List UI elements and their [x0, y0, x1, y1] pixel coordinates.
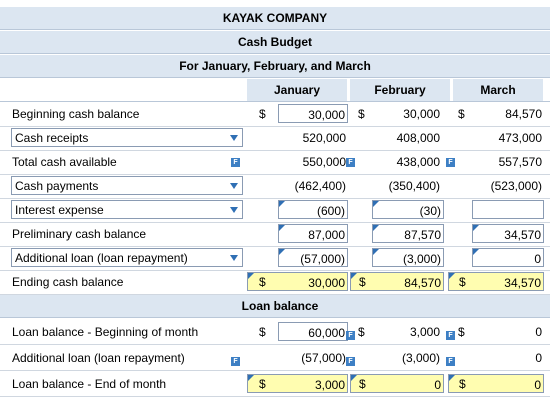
- input-marker-icon: [248, 375, 254, 381]
- mar-loan-additional: 0: [535, 350, 542, 365]
- mar-additional-loan-input[interactable]: 0: [472, 248, 544, 267]
- formula-icon: F: [231, 357, 240, 366]
- dollar-sign: $: [359, 377, 366, 391]
- dollar-sign: $: [259, 325, 266, 339]
- jan-interest-input[interactable]: (600): [278, 200, 348, 219]
- dollar-sign: $: [259, 107, 266, 121]
- dollar-sign: $: [459, 275, 466, 289]
- formula-icon: F: [446, 331, 455, 340]
- row-total-cash-available: [0, 150, 550, 175]
- mar-loan-ending-input[interactable]: $ 0: [448, 374, 544, 393]
- chevron-down-icon: [230, 183, 238, 189]
- input-marker-icon: [248, 273, 254, 279]
- jan-preliminary-input[interactable]: 87,000: [278, 224, 348, 243]
- row-loan-beginning: [0, 320, 550, 345]
- feb-preliminary-input[interactable]: 87,570: [372, 224, 444, 243]
- chevron-down-icon: [230, 255, 238, 261]
- input-marker-icon: [449, 273, 455, 279]
- mar-cash-receipts: 473,000: [498, 130, 542, 145]
- row-label: Loan balance - Beginning of month: [12, 325, 199, 339]
- company-title: KAYAK COMPANY: [0, 7, 550, 30]
- row-label: Beginning cash balance: [12, 107, 140, 121]
- jan-beginning-cash-input[interactable]: 30,000: [278, 104, 348, 123]
- mar-loan-beginning: 0: [535, 324, 542, 339]
- additional-loan-dropdown[interactable]: Additional loan (loan repayment): [11, 248, 243, 267]
- row-label: Ending cash balance: [12, 275, 124, 289]
- period-title: For January, February, and March: [0, 55, 550, 78]
- formula-icon: F: [446, 357, 455, 366]
- jan-additional-loan-input[interactable]: (57,000): [278, 248, 348, 267]
- row-label: Loan balance - End of month: [12, 377, 167, 391]
- col-march: March: [453, 79, 543, 102]
- mar-interest-input[interactable]: [472, 200, 544, 219]
- feb-cash-payments: (350,400): [388, 178, 440, 193]
- feb-cash-receipts: 408,000: [396, 130, 440, 145]
- dollar-sign: $: [458, 107, 465, 121]
- feb-loan-additional: (3,000): [401, 350, 440, 365]
- dollar-sign: $: [359, 275, 366, 289]
- dollar-sign: $: [259, 377, 266, 391]
- input-marker-icon: [449, 375, 455, 381]
- formula-icon: F: [346, 158, 355, 167]
- formula-icon: F: [446, 158, 455, 167]
- feb-beginning-cash: 30,000: [403, 106, 440, 121]
- chevron-down-icon: [230, 207, 238, 213]
- mar-preliminary-input[interactable]: 34,570: [472, 224, 544, 243]
- dollar-sign: $: [358, 325, 365, 339]
- row-additional-loan: [0, 246, 550, 271]
- dollar-sign: $: [459, 377, 466, 391]
- formula-icon: F: [346, 357, 355, 366]
- row-label: Total cash available: [12, 155, 117, 169]
- loan-balance-heading: Loan balance: [241, 299, 319, 313]
- input-marker-icon: [351, 273, 357, 279]
- jan-total-cash: 550,000: [302, 154, 346, 169]
- mar-cash-payments: (523,000): [490, 178, 542, 193]
- mar-ending-cash-input[interactable]: $ 34,570: [448, 272, 544, 291]
- jan-cash-receipts: 520,000: [302, 130, 346, 145]
- row-preliminary-cash: [0, 222, 550, 247]
- feb-total-cash: 438,000: [396, 154, 440, 169]
- formula-icon: F: [346, 331, 355, 340]
- feb-interest-input[interactable]: (30): [372, 200, 444, 219]
- dollar-sign: $: [259, 275, 266, 289]
- row-cash-payments: [0, 174, 550, 199]
- chevron-down-icon: [230, 135, 238, 141]
- cash-payments-dropdown[interactable]: Cash payments: [11, 176, 243, 195]
- mar-beginning-cash: 84,570: [505, 106, 542, 121]
- jan-ending-cash-input[interactable]: $ 30,000: [247, 272, 348, 291]
- interest-expense-dropdown[interactable]: Interest expense: [11, 200, 243, 219]
- col-february: February: [350, 79, 450, 102]
- dollar-sign: $: [458, 325, 465, 339]
- jan-loan-ending-input[interactable]: $ 3,000: [247, 374, 348, 393]
- report-title: Cash Budget: [0, 31, 550, 54]
- formula-icon: F: [231, 158, 240, 167]
- cash-receipts-dropdown[interactable]: Cash receipts: [11, 128, 243, 147]
- mar-total-cash: 557,570: [498, 154, 542, 169]
- dollar-sign: $: [358, 107, 365, 121]
- input-marker-icon: [351, 375, 357, 381]
- jan-cash-payments: (462,400): [294, 178, 346, 193]
- row-ending-cash: [0, 270, 550, 295]
- feb-loan-ending-input[interactable]: $ 0: [350, 374, 444, 393]
- col-january: January: [247, 79, 347, 102]
- row-loan-ending: [0, 372, 550, 397]
- row-label: Additional loan (loan repayment): [12, 351, 185, 365]
- row-cash-receipts: [0, 126, 550, 151]
- row-label: Preliminary cash balance: [12, 227, 147, 241]
- feb-ending-cash-input[interactable]: $ 84,570: [350, 272, 444, 291]
- jan-loan-beginning-input[interactable]: 60,000: [278, 322, 348, 341]
- row-beginning-cash: [0, 102, 550, 127]
- feb-additional-loan-input[interactable]: (3,000): [372, 248, 444, 267]
- row-interest-expense: [0, 198, 550, 223]
- row-loan-additional: [0, 346, 550, 371]
- feb-loan-beginning: 3,000: [409, 324, 440, 339]
- jan-loan-additional: (57,000): [301, 350, 346, 365]
